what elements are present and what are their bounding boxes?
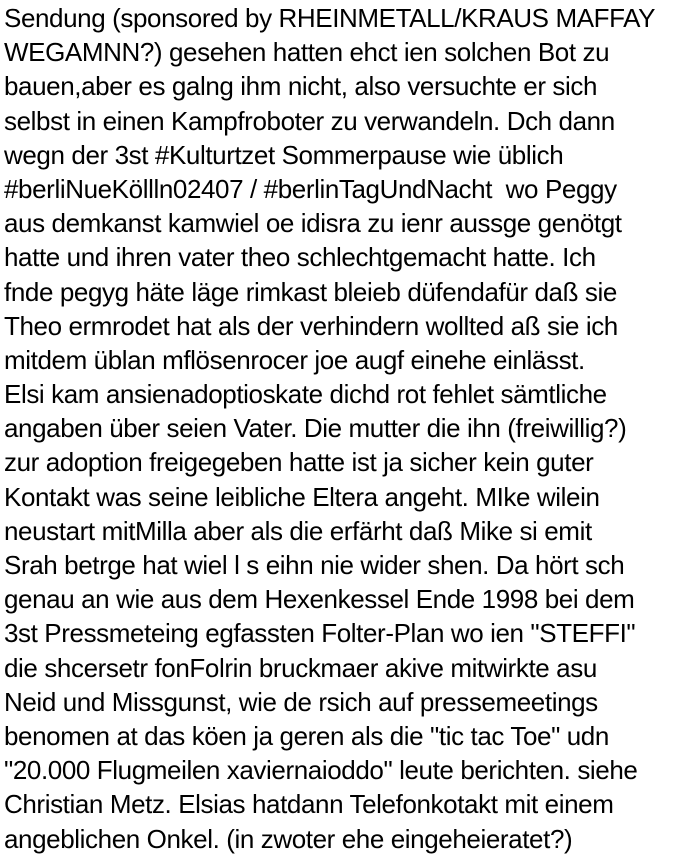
text-line: Srah betrge hat wiel l s eihn nie wider shen. Da hört sch bbox=[4, 550, 625, 580]
text-line: Kontakt was seine leibliche Eltera angeht. MIke wilein bbox=[4, 481, 600, 512]
text-line: Neid und Missgunst, wie de rsich auf pressemeetings bbox=[4, 686, 598, 717]
text-line: benomen at das köen ja geren als die "tic tac Toe" udn bbox=[4, 720, 609, 751]
text-line: angaben über seien Vater. Die mutter die ihn (freiwillig?) bbox=[4, 413, 627, 444]
text-line: Theo ermrodet hat als der verhindern wollted aß sie ich bbox=[4, 310, 618, 341]
text-line: fnde pegyg häte läge rimkast bleieb düfendafür daß sie bbox=[4, 276, 617, 307]
text-line: Christian Metz. Elsias hatdann Telefonkotakt mit einem bbox=[4, 789, 614, 820]
text-line: angeblichen Onkel. (in zwoter ehe eingeheieratet?) bbox=[4, 823, 573, 854]
text-line: Sendung (sponsored by RHEINMETALL/KRAUS MAFFAY bbox=[4, 3, 656, 33]
text-line: #berliNueKöllln02407 / #berlinTagUndNacht wo Peggy bbox=[4, 173, 617, 204]
text-line: genau an wie aus dem Hexenkessel Ende 1998 bei dem bbox=[4, 584, 635, 615]
text-line: neustart mitMilla aber als die erfärht daß Mike si emit bbox=[4, 515, 592, 546]
text-line: selbst in einen Kampfroboter zu verwandeln. Dch dann bbox=[4, 105, 615, 136]
text-line: aus demkanst kamwiel oe idisra zu ienr aussge genötgt bbox=[4, 208, 622, 239]
text-line: 3st Pressmeteing egfassten Folter-Plan wo ien "STEFFI" bbox=[4, 618, 636, 649]
text-line: Elsi kam ansienadoptioskate dichd rot fehlet sämtliche bbox=[4, 379, 607, 410]
text-line: bauen,aber es galng ihm nicht, also versuchte er sich bbox=[4, 71, 598, 102]
text-line: hatte und ihren vater theo schlechtgemacht hatte. Ich bbox=[4, 242, 596, 273]
text-line: zur adoption freigegeben hatte ist ja sicher kein guter bbox=[4, 447, 594, 478]
text-line: WEGAMNN?) gesehen hatten ehct ien solchen Bot zu bbox=[4, 37, 610, 68]
text-line: wegn der 3st #Kulturtzet Sommerpause wie üblich bbox=[4, 139, 564, 170]
text-line: mitdem üblan mflösenrocer joe augf einehe einlässt. bbox=[4, 344, 585, 375]
text-line: "20.000 Flugmeilen xaviernaioddo" leute berichten. siehe bbox=[4, 755, 638, 786]
text-line: die shcersetr fonFolrin bruckmaer akive mitwirkte asu bbox=[4, 652, 597, 683]
